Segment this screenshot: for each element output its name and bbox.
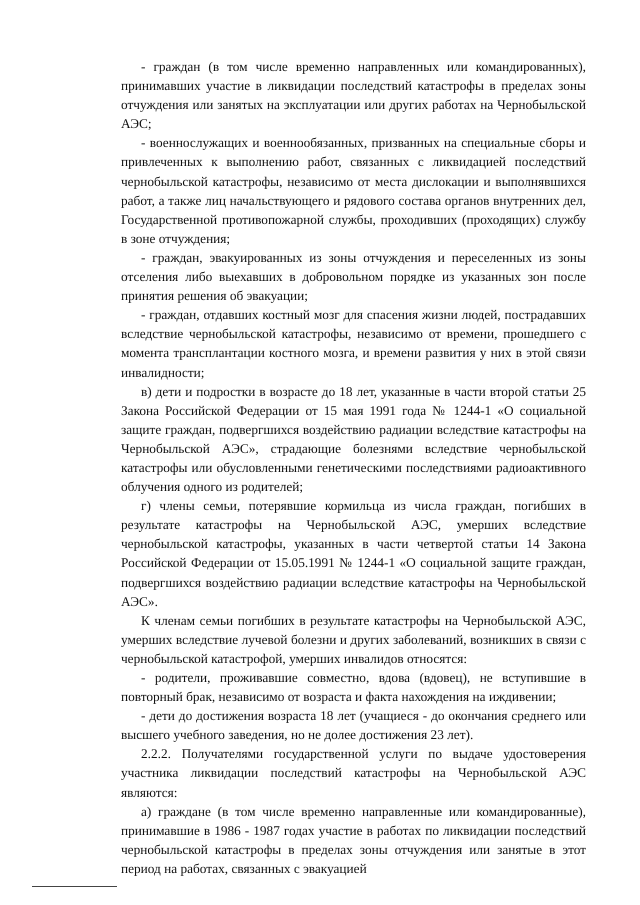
paragraph-citizens-liquidation: - граждан (в том числе временно направленных или командированных), принимавших участие в ликвидации последствий катастрофы в пределах зоны отчуждения или занятых на эксплуатации или других работах на Чернобыльской АЭС; (121, 59, 586, 132)
paragraph-military-personnel: - военнослужащих и военнообязанных, призванных на специальные сборы и привлеченных к выполнению работ, связанных с ликвидацией последствий чернобыльской катастрофы, независимо от места дислокации и выполнявшихся работ, а также лиц начальствующего и рядового состава органов внутренних дел, Государственной противопожарной службы, проходивших (проходящих) службу в зоне отчуждения; (121, 135, 586, 246)
paragraph-children-under-18: - дети до достижения возраста 18 лет (учащиеся - до окончания среднего или высшего учебного заведения, но не долее достижения 23 лет). (121, 708, 586, 743)
paragraph-item-v-children: в) дети и подростки в возрасте до 18 лет, указанные в части второй статьи 25 Закона Российской Федерации от 15 мая 1991 года № 1244-1 «О социальной защите граждан, подвергшихся воздействию радиации вследствие катастрофы на Чернобыльской АЭС», страдающие болезнями вследствие чернобыльской катастрофы или обусловленными генетическими последствиями радиоактивного облучения одного из родителей; (121, 383, 586, 495)
document-body (121, 57, 586, 878)
paragraph-family-members-definition: К членам семьи погибших в результате катастрофы на Чернобыльской АЭС, умерших вследствие лучевой болезни и других заболеваний, возникших в связи с чернобыльской катастрофой, умерших инвалидов относятся: (121, 612, 586, 666)
footnote-divider (32, 886, 117, 887)
paragraph-item-g-family-members: г) члены семьи, потерявшие кормильца из числа граждан, погибших в результате катастрофы на Чернобыльской АЭС, умерших вследствие чернобыльской катастрофы, указанных в части четвертой статьи 14 Закона Российской Федерации от 15.05.1991 № 1244-1 «О социальной защите граждан, подвергшихся воздействию радиации вследствие катастрофы на Чернобыльской АЭС». (121, 498, 586, 609)
paragraph-parents-widows: - родители, проживавшие совместно, вдова (вдовец), не вступившие в повторный брак, независимо от возраста и факта нахождения на иждивении; (121, 670, 586, 705)
paragraph-evacuated-citizens: - граждан, эвакуированных из зоны отчуждения и переселенных из зоны отселения либо выехавших в добровольном порядке из указанных зон после принятия решения об эвакуации; (121, 249, 586, 304)
paragraph-bone-marrow-donors: - граждан, отдавших костный мозг для спасения жизни людей, пострадавших вследствие чернобыльской катастрофы, независимо от времени, прошедшего с момента трансплантации костного мозга, и времени развития у них в этой связи инвалидности; (121, 307, 586, 380)
paragraph-section-2-2-2: 2.2.2. Получателями государственной услуги по выдаче удостоверения участника ликвидации последствий катастрофы на Чернобыльской АЭС являются: (121, 746, 586, 800)
paragraph-item-a-citizens: а) граждане (в том числе временно направленные или командированные), принимавшие в 1986 - 1987 годах участие в работах по ликвидации последствий чернобыльской катастрофы в пределах зоны отчуждения или занятые в этот период на работах, связанных с эвакуацией (121, 803, 586, 876)
